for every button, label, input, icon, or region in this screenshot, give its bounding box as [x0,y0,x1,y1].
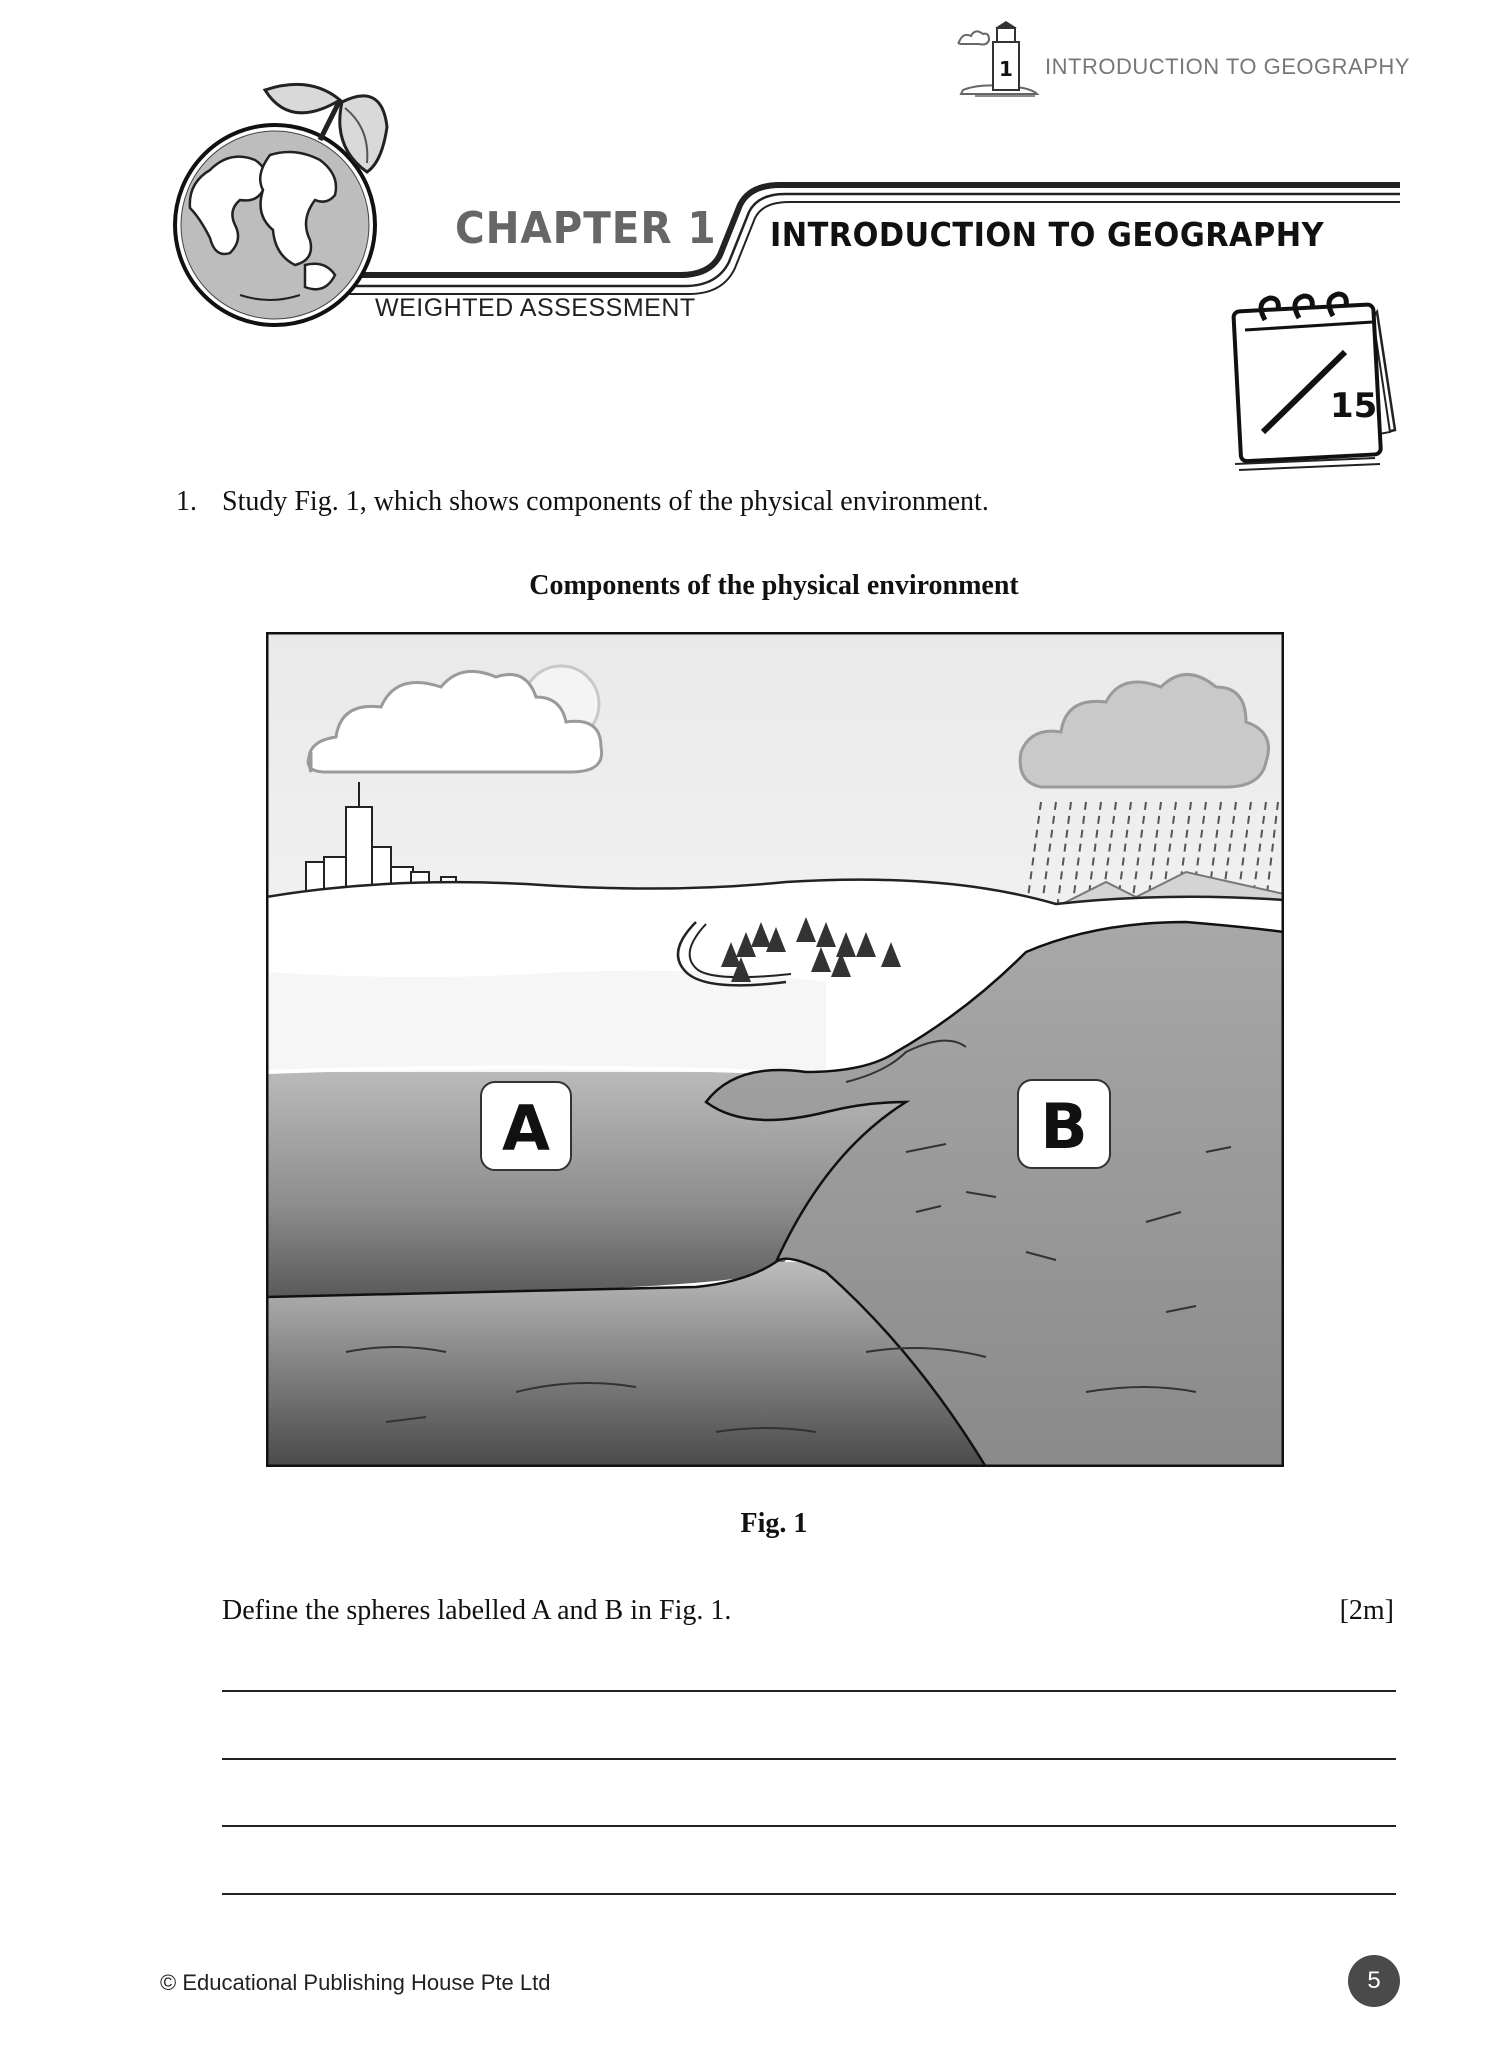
sub-question-text: Define the spheres labelled A and B in Fig. 1. [222,1595,732,1626]
answer-line[interactable] [222,1893,1396,1895]
label-a: A [502,1092,550,1165]
running-header-text: INTRODUCTION TO GEOGRAPHY [1045,54,1410,79]
assessment-label: WEIGHTED ASSESSMENT [375,294,696,322]
chapter-title: INTRODUCTION TO GEOGRAPHY [770,215,1325,254]
running-header-badge: 1 [999,57,1013,81]
copyright-text: © Educational Publishing House Pte Ltd [160,1970,551,1995]
chapter-banner-graphic [155,80,1405,340]
calendar-icon [1225,290,1400,475]
marks-label: [2m] [1339,1595,1394,1626]
answer-line[interactable] [222,1758,1396,1760]
figure-illustration [266,632,1284,1467]
question-number: 1. [176,486,197,517]
chapter-banner [155,80,1405,340]
physical-environment-illustration [266,632,1284,1467]
figure-title: Components of the physical environment [529,570,1019,601]
question-text: Study Fig. 1, which shows components of the physical environment. [222,486,989,517]
figure-caption: Fig. 1 [740,1508,808,1539]
chapter-label: CHAPTER 1 [455,203,717,254]
score-total: 15 [1330,386,1378,426]
answer-line[interactable] [222,1825,1396,1827]
page-number-badge [1348,1955,1400,2007]
globe-with-sprout-icon [175,84,387,325]
answer-line[interactable] [222,1690,1396,1692]
page-number: 5 [1367,1967,1381,1994]
label-b: B [1040,1090,1088,1163]
